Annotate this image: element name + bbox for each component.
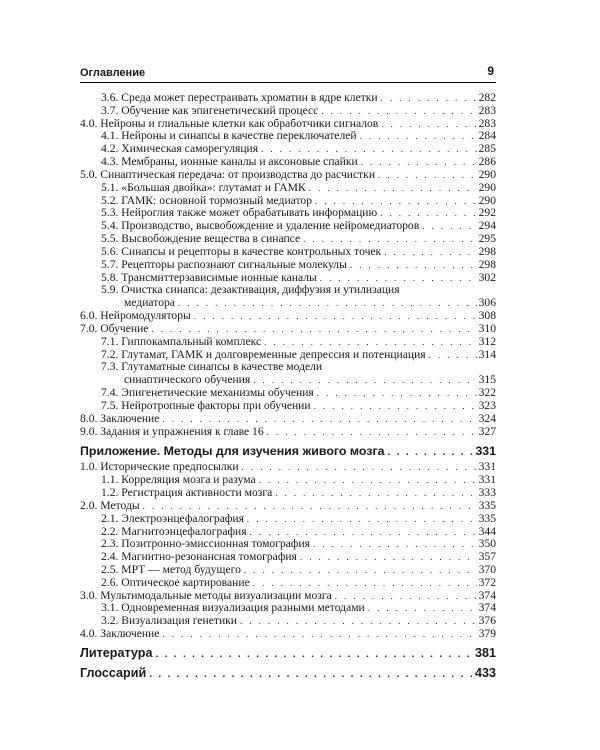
toc-leader-dots	[384, 246, 476, 259]
toc-entry	[80, 426, 496, 439]
toc-leader-dots	[162, 628, 476, 641]
toc-entry	[80, 663, 496, 683]
toc-entry-page: 433	[474, 665, 496, 680]
toc-entry-page: 308	[478, 309, 496, 323]
toc-entry-page: 370	[478, 562, 496, 576]
toc-entry-title: 2.5. МРТ — метод будущего	[101, 562, 241, 576]
toc-entry-title: 5.4. Производство, высвобождение и удаление нейромедиаторов	[101, 219, 420, 233]
toc-entry-page: 298	[478, 244, 496, 258]
toc-entry-page: 283	[478, 103, 496, 117]
toc-leader-dots	[194, 310, 477, 323]
toc-entry-title: 7.2. Глутамат, ГАМК и долговременные депрессия и потенциация	[101, 347, 426, 361]
toc-entry	[80, 628, 496, 641]
toc-entry-page: 290	[478, 193, 496, 207]
toc-entry-title: 2.0. Методы	[80, 498, 140, 512]
toc-entry	[80, 92, 496, 105]
toc-entry-page: 290	[478, 180, 496, 194]
toc-leader-dots	[253, 577, 477, 590]
toc-leader-dots	[317, 387, 477, 400]
toc-entry-title: 5.6. Синапсы и рецепторы в качестве контрольных точек	[101, 244, 382, 258]
toc-leader-dots	[388, 443, 474, 462]
toc-leader-dots	[151, 323, 476, 336]
page-number: 9	[487, 64, 494, 78]
toc-entry-title: медиатора	[124, 296, 175, 310]
toc-entry	[80, 259, 496, 272]
toc-leader-dots	[381, 92, 477, 105]
toc-leader-dots	[378, 169, 477, 182]
toc-entry-page: 290	[478, 167, 496, 181]
toc-entry	[80, 105, 496, 118]
toc-entry-page: 322	[478, 386, 496, 400]
toc-entry	[80, 577, 496, 590]
toc-entry-title: 4.0. Заключение	[80, 627, 160, 641]
toc-leader-dots	[361, 156, 477, 169]
toc-entry	[80, 336, 496, 349]
toc-leader-dots	[303, 233, 476, 246]
toc-entry-title: 9.0. Задания и упражнения к главе 16	[80, 424, 264, 438]
toc-entry-page: 286	[478, 155, 496, 169]
toc-leader-dots	[360, 130, 477, 143]
toc-entry-title: 1.2. Регистрация активности мозга	[101, 486, 273, 500]
toc-entry-title: 3.1. Одновременная визуализация разными методами	[101, 601, 365, 615]
toc-leader-dots	[162, 413, 476, 426]
toc-entry-page: 331	[475, 444, 496, 459]
toc-entry	[80, 442, 496, 461]
toc-entry	[80, 400, 496, 413]
toc-entry-page: 282	[478, 91, 496, 104]
toc-leader-dots	[313, 538, 477, 551]
toc-leader-dots	[381, 118, 476, 131]
toc-entry-title: 1.0. Исторические предпосылки	[80, 460, 239, 474]
toc-entry-title: 3.2. Визуализация генетики	[101, 614, 238, 628]
toc-entry-title: 7.5. Нейротропные факторы при обучении	[101, 398, 311, 412]
toc-leader-dots	[321, 105, 476, 118]
table-of-contents	[80, 92, 496, 683]
toc-leader-dots	[143, 500, 477, 513]
toc-entry-page: 284	[478, 129, 496, 143]
toc-leader-dots	[178, 297, 477, 310]
toc-entry	[80, 387, 496, 400]
toc-entry-title: 2.6. Оптическое картирование	[101, 575, 250, 589]
toc-entry-page: 315	[478, 373, 496, 387]
toc-entry-page: 379	[478, 627, 496, 641]
toc-entry-title: 5.0. Синаптическая передача: от производства до расчистки	[80, 167, 376, 181]
running-header-title: Оглавление	[80, 67, 146, 79]
toc-entry-page: 357	[478, 550, 496, 564]
toc-entry-title: 5.2. ГАМК: основной тормозный медиатор	[101, 193, 313, 207]
toc-leader-dots	[300, 551, 477, 564]
toc-entry-page: 376	[478, 614, 496, 628]
toc-leader-dots	[240, 615, 477, 628]
toc-entry-title: 3.6. Среда может перестраивать хроматин в ядре клетки	[101, 91, 378, 104]
toc-entry-title: 5.1. «Большая двойка»: глутамат и ГАМК	[101, 180, 306, 194]
toc-leader-dots	[149, 665, 473, 685]
toc-entry-title: 2.1. Электроэнцефалография	[101, 511, 244, 525]
toc-entry-page: 294	[478, 219, 496, 233]
toc-entry-title: 2.3. Позитронно-эмиссионная томография	[101, 537, 310, 551]
toc-entry-title: 7.4. Эпигенетические механизмы обучения	[101, 386, 314, 400]
toc-entry	[80, 487, 496, 500]
toc-entry	[80, 564, 496, 577]
toc-entry-title: 1.1. Корреляция мозга и разума	[101, 473, 256, 487]
toc-entry-page: 327	[478, 424, 496, 438]
toc-leader-dots	[244, 564, 477, 577]
toc-leader-dots	[259, 474, 477, 487]
toc-entry-page: 331	[478, 473, 496, 487]
toc-entry-page: 335	[478, 511, 496, 525]
toc-entry-title: 5.7. Рецепторы распознают сигнальные молекулы	[101, 257, 347, 271]
toc-entry	[80, 246, 496, 259]
toc-entry-page: 335	[478, 498, 496, 512]
toc-entry	[80, 182, 496, 195]
running-header	[80, 60, 496, 83]
toc-leader-dots	[242, 461, 477, 474]
toc-entry	[80, 500, 496, 513]
toc-leader-dots	[368, 602, 477, 615]
toc-leader-dots	[264, 336, 477, 349]
toc-entry-page: 310	[478, 321, 496, 335]
toc-entry-page: 295	[478, 232, 496, 246]
toc-entry-page: 292	[478, 206, 496, 220]
toc-entry	[80, 310, 496, 323]
toc-entry	[80, 513, 496, 526]
toc-entry-page: 331	[478, 460, 496, 474]
toc-leader-dots	[275, 487, 476, 500]
toc-entry-page: 314	[478, 347, 496, 361]
toc-entry-title: 2.4. Магнитно-резонансная томография	[101, 550, 297, 564]
toc-entry-title: 3.0. Мультимодальные методы визуализации мозга	[80, 588, 332, 602]
toc-entry-title: 3.7. Обучение как эпигенетический процесс	[101, 103, 319, 117]
toc-entry	[80, 233, 496, 246]
toc-entry-title: 5.8. Трансмиттерзависимые ионные каналы	[101, 270, 317, 284]
toc-leader-dots	[350, 259, 477, 272]
toc-entry-title: Приложение. Методы для изучения живого мозга	[80, 444, 385, 459]
toc-leader-dots	[422, 220, 476, 233]
toc-entry-title: 4.1. Нейроны и синапсы в качестве переключателей	[101, 129, 357, 143]
toc-entry-title: 4.3. Мембраны, ионные каналы и аксоновые спайки	[101, 155, 358, 169]
toc-entry-title: 5.5. Высвобождение вещества в синапсе	[101, 232, 301, 246]
toc-entry-title: 5.3. Нейроглия также может обрабатывать информацию	[101, 206, 378, 220]
toc-leader-dots	[247, 513, 477, 526]
toc-entry-title: 4.0. Нейроны и глиальные клетки как обработчики сигналов	[80, 116, 379, 130]
toc-entry-page: 306	[478, 296, 496, 310]
toc-entry-page: 344	[478, 524, 496, 538]
toc-entry-title: 5.9. Очистка синапса: дезактивация, диффузия и утилизация	[101, 283, 400, 297]
toc-entry-title: 4.2. Химическая саморегуляция	[101, 142, 259, 156]
toc-leader-dots	[155, 645, 473, 665]
toc-entry-page: 323	[478, 398, 496, 412]
toc-entry-page: 372	[478, 575, 496, 589]
toc-entry-page: 312	[478, 334, 496, 348]
toc-leader-dots	[429, 349, 477, 362]
toc-entry-page: 285	[478, 142, 496, 156]
toc-entry-page: 298	[478, 257, 496, 271]
toc-entry-title: 8.0. Заключение	[80, 411, 160, 425]
toc-entry	[80, 643, 496, 663]
toc-entry-title: 7.1. Гиппокампальный комплекс	[101, 334, 262, 348]
toc-entry	[80, 413, 496, 426]
toc-entry-page: 324	[478, 411, 496, 425]
toc-entry-page: 302	[478, 270, 496, 284]
toc-entry-title: 7.0. Обучение	[80, 321, 149, 335]
toc-entry	[80, 169, 496, 182]
toc-entry-page: 381	[474, 645, 496, 660]
toc-entry-title: 6.0. Нейромодуляторы	[80, 309, 191, 323]
toc-entry-title: синаптического обучения	[124, 373, 251, 387]
toc-entry-page: 374	[478, 588, 496, 602]
toc-entry-title: 2.2. Магнитоэнцефалография	[101, 524, 247, 538]
toc-leader-dots	[309, 182, 477, 195]
toc-leader-dots	[267, 426, 477, 439]
toc-entry-page: 333	[478, 486, 496, 500]
toc-entry-title: Глоссарий	[80, 665, 147, 680]
toc-entry-title: 7.3. Глутаматные синапсы в качестве модели	[101, 360, 323, 374]
toc-entry-page: 283	[478, 116, 496, 130]
toc-entry-page: 350	[478, 537, 496, 551]
toc-entry	[80, 323, 496, 336]
toc-leader-dots	[314, 400, 477, 413]
toc-entry-title: Литература	[80, 645, 153, 660]
toc-entry-page: 374	[478, 601, 496, 615]
